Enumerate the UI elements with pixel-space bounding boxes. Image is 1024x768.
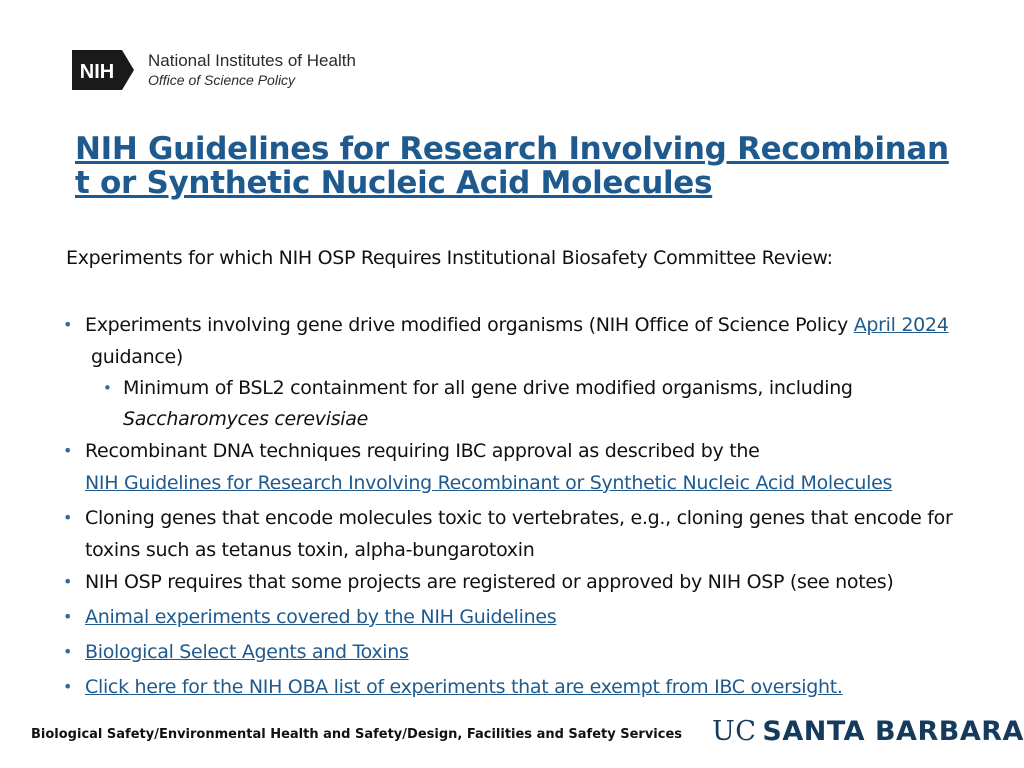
list-item <box>62 309 982 435</box>
bullet-text: NIH OSP requires that some projects are registered or approved by NIH OSP (see notes) <box>85 571 894 593</box>
nih-guidelines-link[interactable]: NIH Guidelines for Research Involving Recombinant or Synthetic Nucleic Acid Molecules <box>85 472 893 494</box>
sub-list <box>85 373 982 435</box>
organism-name: Saccharomyces cerevisiae <box>123 408 369 430</box>
ucsb-logo-uc: UC <box>712 716 757 747</box>
list-item <box>62 601 982 633</box>
bullet-text: Experiments involving gene drive modified organisms (NIH Office of Science Policy <box>85 314 854 336</box>
bullet-text: Recombinant DNA techniques requiring IBC approval as described by the <box>85 440 760 462</box>
animal-experiments-link[interactable]: Animal experiments covered by the NIH Guidelines <box>85 606 557 628</box>
intro-text: Experiments for which NIH OSP Requires Institutional Biosafety Committee Review: <box>66 247 833 269</box>
experiments-list <box>62 309 982 703</box>
logo-text <box>148 52 356 88</box>
sub-list-item <box>123 373 982 435</box>
nih-logo <box>72 50 356 90</box>
logo-org-name: National Institutes of Health <box>148 51 356 71</box>
april-2024-link[interactable]: April 2024 <box>853 314 949 336</box>
bullet-text-cont: guidance) <box>91 346 183 368</box>
sub-bullet-text: Minimum of BSL2 containment for all gene drive modified organisms, including <box>123 377 853 399</box>
list-item <box>62 636 982 668</box>
page-title-link[interactable]: NIH Guidelines for Research Involving Recombinant or Synthetic Nucleic Acid Molecules <box>75 131 949 201</box>
ucsb-logo-name: SANTA BARBARA <box>762 716 1024 747</box>
logo-office-name: Office of Science Policy <box>148 72 296 89</box>
svg-text:NIH: NIH <box>79 61 115 83</box>
exempt-experiments-link[interactable]: Click here for the NIH OBA list of experiments that are exempt from IBC oversight. <box>85 676 843 698</box>
list-item <box>62 502 982 566</box>
list-item <box>62 566 982 598</box>
ucsb-logo <box>712 716 1024 747</box>
select-agents-link[interactable]: Biological Select Agents and Toxins <box>85 641 409 663</box>
nih-logo-icon <box>72 50 134 90</box>
list-item <box>62 671 982 703</box>
footer-department-text: Biological Safety/Environmental Health and Safety/Design, Facilities and Safety Services <box>31 727 683 742</box>
list-item <box>62 435 982 499</box>
bullet-text: Cloning genes that encode molecules toxic to vertebrates, e.g., cloning genes that encode for toxins such as tetanus toxin, alpha-bungarotoxin <box>85 507 953 561</box>
